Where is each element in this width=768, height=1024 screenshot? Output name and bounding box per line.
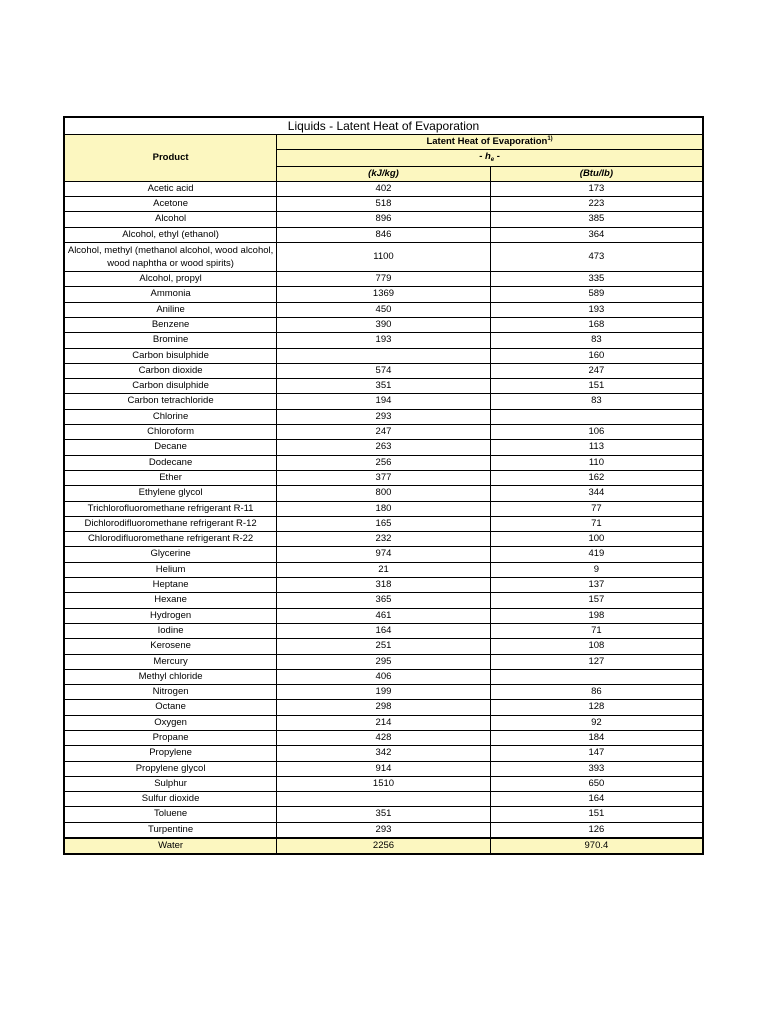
- btu-value-cell: 71: [490, 516, 703, 531]
- kj-value-cell: 263: [277, 440, 491, 455]
- symbol-header: [277, 150, 703, 166]
- table-row: [64, 746, 703, 761]
- kj-value-cell: 574: [277, 363, 491, 378]
- table-body: [64, 181, 703, 854]
- table-row: [64, 363, 703, 378]
- product-cell: Carbon disulphide: [64, 379, 277, 394]
- btu-value-cell: 970.4: [490, 838, 703, 854]
- kj-value-cell: 199: [277, 685, 491, 700]
- table-row: [64, 212, 703, 227]
- table-row: [64, 715, 703, 730]
- kj-value-cell: 518: [277, 197, 491, 212]
- kj-value-cell: 1510: [277, 776, 491, 791]
- btu-value-cell: 162: [490, 470, 703, 485]
- product-cell: Propane: [64, 730, 277, 745]
- table-row: [64, 761, 703, 776]
- table-row: [64, 272, 703, 287]
- product-cell: Oxygen: [64, 715, 277, 730]
- btu-value-cell: 108: [490, 639, 703, 654]
- product-cell: Nitrogen: [64, 685, 277, 700]
- btu-value-cell: 335: [490, 272, 703, 287]
- kj-value-cell: 194: [277, 394, 491, 409]
- table-row: [64, 302, 703, 317]
- product-cell: Benzene: [64, 317, 277, 332]
- kj-value-cell: 974: [277, 547, 491, 562]
- btu-value-cell: 113: [490, 440, 703, 455]
- product-cell: Kerosene: [64, 639, 277, 654]
- btu-value-cell: 364: [490, 227, 703, 242]
- product-cell: Dodecane: [64, 455, 277, 470]
- kj-value-cell: 193: [277, 333, 491, 348]
- btu-value-cell: 100: [490, 532, 703, 547]
- symbol-prefix: - h: [479, 151, 491, 163]
- table-row: [64, 532, 703, 547]
- kj-value-cell: 800: [277, 486, 491, 501]
- product-cell: Aniline: [64, 302, 277, 317]
- btu-value-cell: 86: [490, 685, 703, 700]
- kj-value-cell: 896: [277, 212, 491, 227]
- latent-heat-table: [63, 116, 704, 855]
- product-cell: Dichlorodifluoromethane refrigerant R-12: [64, 516, 277, 531]
- product-cell: Chlorine: [64, 409, 277, 424]
- symbol-subscript: e: [490, 157, 495, 164]
- kj-value-cell: 165: [277, 516, 491, 531]
- kj-value-cell: 298: [277, 700, 491, 715]
- product-cell: Toluene: [64, 807, 277, 822]
- table-row: [64, 287, 703, 302]
- btu-value-cell: 83: [490, 333, 703, 348]
- kj-value-cell: 164: [277, 623, 491, 638]
- product-cell: Propylene glycol: [64, 761, 277, 776]
- table-row: [64, 348, 703, 363]
- product-cell: Ether: [64, 470, 277, 485]
- table-row: [64, 669, 703, 684]
- product-cell: Methyl chloride: [64, 669, 277, 684]
- kj-value-cell: 295: [277, 654, 491, 669]
- product-cell: Carbon dioxide: [64, 363, 277, 378]
- product-cell: Decane: [64, 440, 277, 455]
- kj-value-cell: 461: [277, 608, 491, 623]
- kj-value-cell: 214: [277, 715, 491, 730]
- btu-value-cell: 147: [490, 746, 703, 761]
- btu-value-cell: 160: [490, 348, 703, 363]
- btu-value-cell: 173: [490, 181, 703, 196]
- btu-value-cell: 127: [490, 654, 703, 669]
- kj-value-cell: 846: [277, 227, 491, 242]
- table-row: [64, 838, 703, 854]
- table-row: [64, 639, 703, 654]
- btu-value-cell: 83: [490, 394, 703, 409]
- table-row: [64, 623, 703, 638]
- kj-value-cell: 293: [277, 822, 491, 838]
- product-cell: Sulphur: [64, 776, 277, 791]
- table-row: [64, 562, 703, 577]
- btu-value-cell: 473: [490, 243, 703, 272]
- unit-btu-header: (Btu/lb): [490, 166, 703, 181]
- btu-value-cell: 151: [490, 807, 703, 822]
- table-row: [64, 700, 703, 715]
- table-row: [64, 608, 703, 623]
- product-cell: Heptane: [64, 578, 277, 593]
- kj-value-cell: 351: [277, 807, 491, 822]
- product-cell: Alcohol: [64, 212, 277, 227]
- product-cell: Trichlorofluoromethane refrigerant R-11: [64, 501, 277, 516]
- product-cell: Octane: [64, 700, 277, 715]
- btu-value-cell: 77: [490, 501, 703, 516]
- btu-value-cell: 157: [490, 593, 703, 608]
- btu-value-cell: 589: [490, 287, 703, 302]
- kj-value-cell: 390: [277, 317, 491, 332]
- kj-value-cell: 1369: [277, 287, 491, 302]
- btu-value-cell: 168: [490, 317, 703, 332]
- btu-value-cell: 198: [490, 608, 703, 623]
- table-row: [64, 822, 703, 838]
- kj-value-cell: 256: [277, 455, 491, 470]
- product-cell: Carbon bisulphide: [64, 348, 277, 363]
- table-row: [64, 317, 703, 332]
- btu-value-cell: 71: [490, 623, 703, 638]
- product-cell: Helium: [64, 562, 277, 577]
- table-row: [64, 501, 703, 516]
- btu-value-cell: 137: [490, 578, 703, 593]
- symbol-suffix: -: [494, 151, 500, 163]
- kj-value-cell: [277, 792, 491, 807]
- btu-value-cell: 9: [490, 562, 703, 577]
- product-cell: Hexane: [64, 593, 277, 608]
- product-cell: Acetic acid: [64, 181, 277, 196]
- table-row: [64, 730, 703, 745]
- kj-value-cell: 180: [277, 501, 491, 516]
- product-cell: Mercury: [64, 654, 277, 669]
- latent-heat-group-header: [277, 135, 703, 150]
- btu-value-cell: 247: [490, 363, 703, 378]
- product-cell: Ethylene glycol: [64, 486, 277, 501]
- product-cell: Propylene: [64, 746, 277, 761]
- product-cell: Alcohol, methyl (methanol alcohol, wood alcohol, wood naphtha or wood spirits): [64, 243, 277, 272]
- kj-value-cell: 293: [277, 409, 491, 424]
- table-row: [64, 470, 703, 485]
- table-row: [64, 440, 703, 455]
- kj-value-cell: 247: [277, 425, 491, 440]
- table-row: [64, 654, 703, 669]
- btu-value-cell: [490, 669, 703, 684]
- kj-value-cell: [277, 348, 491, 363]
- btu-value-cell: 92: [490, 715, 703, 730]
- product-cell: Turpentine: [64, 822, 277, 838]
- product-cell: Carbon tetrachloride: [64, 394, 277, 409]
- product-cell: Iodine: [64, 623, 277, 638]
- kj-value-cell: 21: [277, 562, 491, 577]
- table-row: [64, 227, 703, 242]
- kj-value-cell: 2256: [277, 838, 491, 854]
- kj-value-cell: 914: [277, 761, 491, 776]
- table-row: [64, 394, 703, 409]
- btu-value-cell: 344: [490, 486, 703, 501]
- btu-value-cell: 419: [490, 547, 703, 562]
- kj-value-cell: 428: [277, 730, 491, 745]
- product-cell: Bromine: [64, 333, 277, 348]
- btu-value-cell: 385: [490, 212, 703, 227]
- table-title: Liquids - Latent Heat of Evaporation: [64, 117, 703, 135]
- btu-value-cell: 106: [490, 425, 703, 440]
- btu-value-cell: 128: [490, 700, 703, 715]
- product-cell: Alcohol, propyl: [64, 272, 277, 287]
- table-row: [64, 776, 703, 791]
- table-row: [64, 425, 703, 440]
- table-row: [64, 455, 703, 470]
- btu-value-cell: 126: [490, 822, 703, 838]
- table-row: [64, 379, 703, 394]
- btu-value-cell: 223: [490, 197, 703, 212]
- product-cell: Hydrogen: [64, 608, 277, 623]
- kj-value-cell: 365: [277, 593, 491, 608]
- kj-value-cell: 450: [277, 302, 491, 317]
- product-cell: Ammonia: [64, 287, 277, 302]
- table-row: [64, 243, 703, 272]
- kj-value-cell: 406: [277, 669, 491, 684]
- table-row: [64, 807, 703, 822]
- table-row: [64, 547, 703, 562]
- latent-heat-group-label: Latent Heat of Evaporation: [426, 136, 548, 147]
- product-cell: Glycerine: [64, 547, 277, 562]
- btu-value-cell: 650: [490, 776, 703, 791]
- table-row: [64, 333, 703, 348]
- btu-value-cell: 164: [490, 792, 703, 807]
- table-row: [64, 197, 703, 212]
- unit-kj-header: (kJ/kg): [277, 166, 491, 181]
- table-row: [64, 593, 703, 608]
- btu-value-cell: 110: [490, 455, 703, 470]
- kj-value-cell: 351: [277, 379, 491, 394]
- btu-value-cell: 193: [490, 302, 703, 317]
- product-cell: Water: [64, 838, 277, 854]
- table-row: [64, 578, 703, 593]
- kj-value-cell: 779: [277, 272, 491, 287]
- btu-value-cell: 184: [490, 730, 703, 745]
- table-row: [64, 486, 703, 501]
- btu-value-cell: 393: [490, 761, 703, 776]
- kj-value-cell: 402: [277, 181, 491, 196]
- product-cell: Chlorodifluoromethane refrigerant R-22: [64, 532, 277, 547]
- kj-value-cell: 251: [277, 639, 491, 654]
- product-cell: Alcohol, ethyl (ethanol): [64, 227, 277, 242]
- footnote-marker: 1): [547, 136, 553, 142]
- table-row: [64, 685, 703, 700]
- table-row: [64, 409, 703, 424]
- kj-value-cell: 232: [277, 532, 491, 547]
- btu-value-cell: 151: [490, 379, 703, 394]
- btu-value-cell: [490, 409, 703, 424]
- product-column-header: Product: [64, 135, 277, 182]
- kj-value-cell: 342: [277, 746, 491, 761]
- product-cell: Acetone: [64, 197, 277, 212]
- product-cell: Chloroform: [64, 425, 277, 440]
- table-row: [64, 516, 703, 531]
- kj-value-cell: 1100: [277, 243, 491, 272]
- table-row: [64, 792, 703, 807]
- table-row: [64, 181, 703, 196]
- kj-value-cell: 318: [277, 578, 491, 593]
- kj-value-cell: 377: [277, 470, 491, 485]
- product-cell: Sulfur dioxide: [64, 792, 277, 807]
